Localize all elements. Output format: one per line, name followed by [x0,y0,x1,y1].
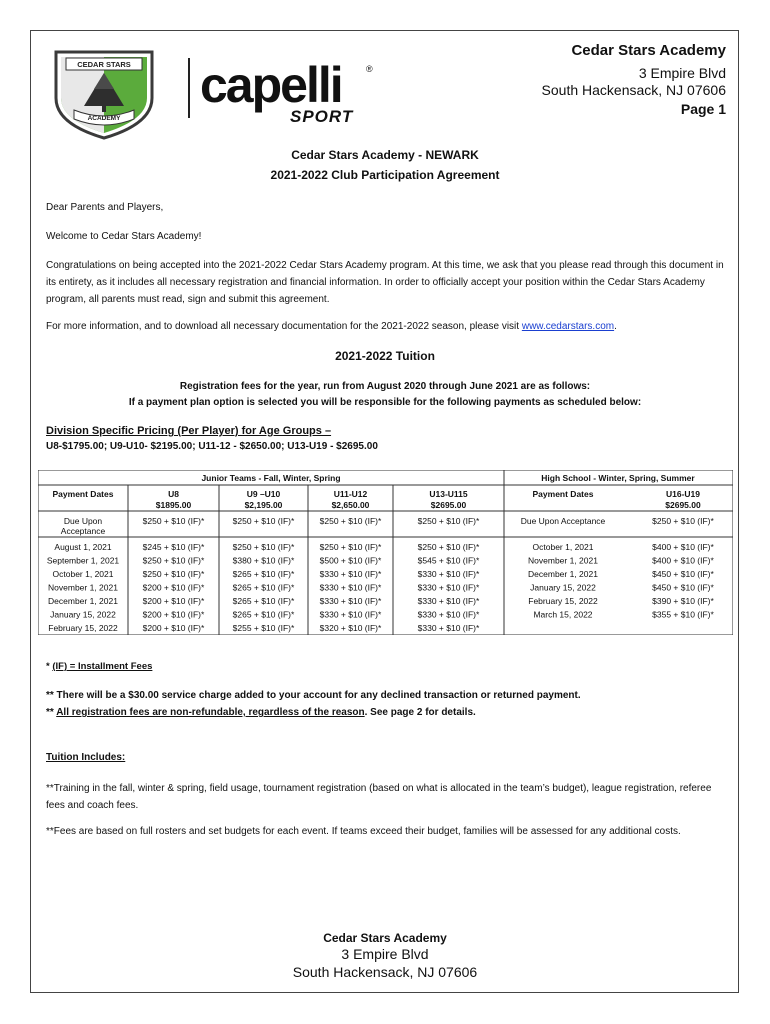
hs-row-date: November 1, 2021 [528,555,598,566]
junior-row-date: October 1, 2021 [52,569,114,579]
junior-row-amount: $250 + $10 (IF)* [232,542,295,552]
due-acceptance-amount: $250 + $10 (IF)* [417,516,480,526]
greeting: Dear Parents and Players, [46,202,164,213]
due-acceptance-amount: $250 + $10 (IF)* [319,516,382,526]
document-title: Cedar Stars Academy - NEWARK [291,148,479,162]
junior-row-amount: $250 + $10 (IF)* [319,542,382,552]
crest-bottom-text: ACADEMY [87,115,121,122]
high-school-header: High School - Winter, Spring, Summer [541,473,695,483]
junior-row-amount: $250 + $10 (IF)* [417,542,480,552]
junior-row-amount: $330 + $10 (IF)* [417,569,480,579]
hs-row-amount: $390 + $10 (IF)* [652,596,714,606]
capelli-sport-logo [198,58,378,124]
junior-row-amount: $500 + $10 (IF)* [319,555,382,566]
logo-divider [188,58,190,118]
installment-fee-note [46,661,152,672]
junior-row-amount: $330 + $10 (IF)* [417,609,480,620]
junior-row-amount: $200 + $10 (IF)* [142,596,205,606]
junior-col-price: $2,195.00 [244,500,283,510]
hs-due-amount: $250 + $10 (IF)* [652,516,714,526]
hs-col-price: $2695.00 [665,500,701,510]
due-acceptance-amount: $250 + $10 (IF)* [142,516,205,526]
crest-top-text: CEDAR STARS [77,60,131,69]
hs-row-amount: $400 + $10 (IF)* [652,555,714,566]
tuition-includes-heading: Tuition Includes: [46,752,126,763]
junior-col-name: U11-U12 [333,489,368,499]
junior-row-amount: $200 + $10 (IF)* [142,582,205,593]
junior-col-name: U13-U115 [429,489,468,499]
junior-row-amount: $250 + $10 (IF)* [142,569,205,579]
junior-row-date: August 1, 2021 [54,542,112,552]
capelli-wordmark: capelli [200,58,342,113]
info-paragraph [46,318,726,335]
junior-row-date: January 15, 2022 [50,609,116,620]
refund-prefix: ** [46,707,57,718]
hs-row-amount: $450 + $10 (IF)* [652,569,714,579]
junior-row-amount: $330 + $10 (IF)* [319,582,382,593]
info-suffix: . [614,321,617,332]
document-subtitle: 2021-2022 Club Participation Agreement [270,168,500,182]
junior-row-amount: $255 + $10 (IF)* [232,623,295,633]
welcome-text: Welcome to Cedar Stars Academy! [46,231,202,242]
junior-row-amount: $265 + $10 (IF)* [232,582,295,593]
refund-note [46,707,476,718]
hs-col-name: U16-U19 [665,489,701,499]
junior-col-name: U8 [168,489,179,499]
junior-row-amount: $330 + $10 (IF)* [319,596,382,606]
refund-suffix: . See page 2 for details. [364,707,476,718]
registration-fee-note: Registration fees for the year, run from August 2020 through June 2021 are as follows: [179,381,591,392]
hs-row-amount: $400 + $10 (IF)* [652,542,714,552]
installment-label: (IF) = Installment Fees [52,661,153,672]
tuition-heading: 2021-2022 Tuition [335,349,435,363]
footer-academy-name: Cedar Stars Academy [323,931,447,945]
page-number: Page 1 [680,101,726,117]
service-charge-note: ** There will be a $30.00 service charge added to your account for any declined transaction or returned payment. [46,690,581,701]
junior-row-date: September 1, 2021 [46,555,120,566]
junior-row-date: December 1, 2021 [48,596,118,606]
congratulations-paragraph: Congratulations on being accepted into the 2021-2022 Cedar Stars Academy program. At this time, we ask that you please read through this document in its entirety, as it includes all necessary registration and financial information. In order to officially accept your position within the Cedar Stars Academy program, all parents must read, sign and submit this agreement. [46,260,724,305]
junior-row-amount: $330 + $10 (IF)* [417,623,480,633]
hs-row-amount: $355 + $10 (IF)* [652,609,714,620]
sport-wordmark: SPORT [290,107,354,124]
junior-row-amount: $330 + $10 (IF)* [417,582,480,593]
junior-col-price: $1895.00 [155,500,192,510]
hs-payment-dates-header: Payment Dates [532,489,594,499]
header-address-line2: South Hackensack, NJ 07606 [541,82,726,98]
website-link[interactable]: www.cedarstars.com [521,321,615,332]
junior-row-amount: $265 + $10 (IF)* [232,609,295,620]
hs-row-date: March 15, 2022 [533,609,593,620]
junior-teams-header: Junior Teams - Fall, Winter, Spring [201,473,341,483]
junior-row-date: February 15, 2022 [48,623,118,633]
cedar-stars-crest-logo [50,48,158,140]
registered-mark: ® [366,64,373,74]
footer-address-line1: 3 Empire Blvd [341,946,429,962]
hs-row-date: October 1, 2021 [532,542,594,552]
junior-payment-dates-header: Payment Dates [52,489,114,499]
due-acceptance-amount: $250 + $10 (IF)* [232,516,295,526]
acceptance-label: Acceptance [60,526,106,536]
junior-row-amount: $200 + $10 (IF)* [142,609,205,620]
installment-star: * [46,661,53,672]
junior-row-amount: $245 + $10 (IF)* [142,542,205,552]
payment-schedule-table [38,470,733,635]
footer-address-line2: South Hackensack, NJ 07606 [292,964,478,980]
junior-row-amount: $330 + $10 (IF)* [417,596,480,606]
division-pricing-heading: Division Specific Pricing (Per Player) for Age Groups – [46,425,332,437]
junior-row-amount: $380 + $10 (IF)* [232,555,295,566]
junior-row-amount: $250 + $10 (IF)* [142,555,205,566]
junior-col-name: U9 –U10 [246,489,281,499]
hs-row-date: February 15, 2022 [528,596,598,606]
hs-row-date: January 15, 2022 [530,582,596,593]
junior-row-amount: $320 + $10 (IF)* [319,623,382,633]
junior-row-amount: $330 + $10 (IF)* [319,609,382,620]
header-address-line1: 3 Empire Blvd [638,65,726,81]
junior-row-amount: $265 + $10 (IF)* [232,596,295,606]
hs-due-label: Due Upon Acceptance [520,516,606,526]
hs-row-amount: $450 + $10 (IF)* [652,582,714,593]
junior-row-amount: $545 + $10 (IF)* [417,555,480,566]
header-academy-name: Cedar Stars Academy [571,42,726,59]
junior-row-date: November 1, 2021 [48,582,118,593]
junior-col-price: $2,650.00 [331,500,370,510]
junior-row-amount: $200 + $10 (IF)* [142,623,205,633]
junior-col-price: $2695.00 [430,500,467,510]
info-prefix: For more information, and to download all necessary documentation for the 2021-2022 season, please visit [46,321,522,332]
payment-plan-note: If a payment plan option is selected you will be responsible for the following payments as scheduled below: [128,397,642,408]
junior-row-amount: $330 + $10 (IF)* [319,569,382,579]
junior-row-amount: $265 + $10 (IF)* [232,569,295,579]
hs-row-date: December 1, 2021 [528,569,598,579]
division-pricing-values: U8-$1795.00; U9-U10- $2195.00; U11-12 - $2650.00; U13-U19 - $2695.00 [46,441,378,452]
tuition-includes-item-2: **Fees are based on full rosters and set budgets for each event. If teams exceed their budget, families will be assessed for any additional costs. [46,826,681,837]
tuition-includes-item-1: **Training in the fall, winter & spring, field usage, tournament registration (based on what is allocated in the team’s budget), league registration, referee fees and coach fees. [46,783,712,811]
due-upon-label: Due Upon [63,516,103,526]
refund-policy: All registration fees are non-refundable, regardless of the reason [56,707,365,718]
